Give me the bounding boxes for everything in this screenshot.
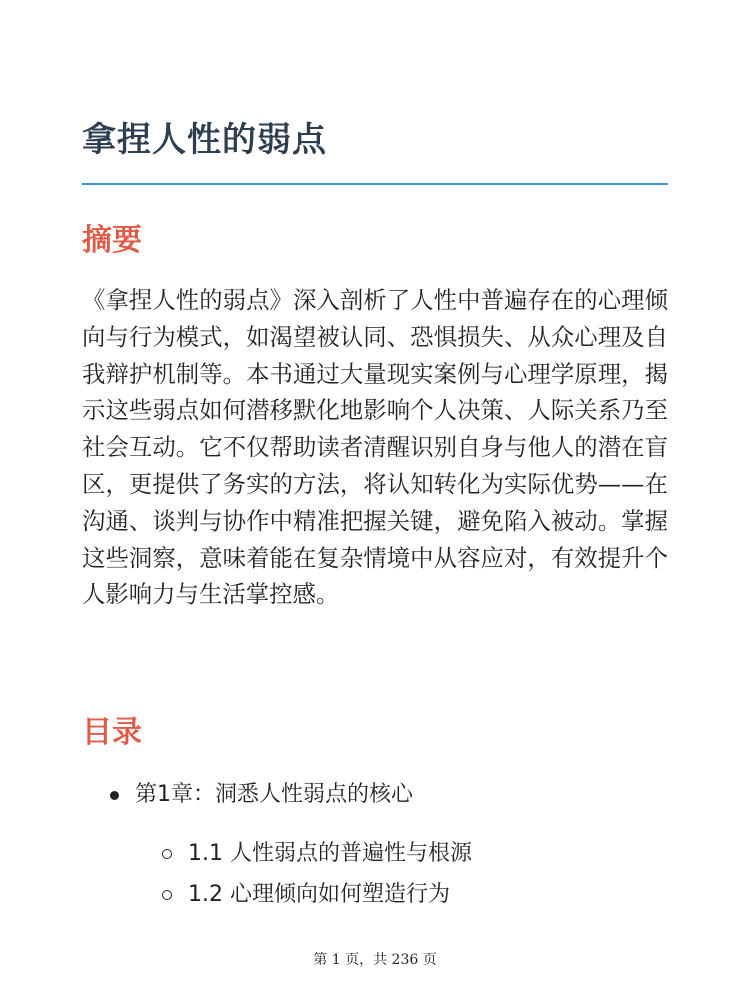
- toc-section-item[interactable]: [162, 878, 450, 912]
- toc-section-label: 1.2 心理倾向如何塑造行为: [188, 882, 450, 907]
- toc-chapter-item[interactable]: [110, 778, 413, 812]
- abstract-heading: 摘要: [82, 223, 142, 258]
- toc-section-item[interactable]: [162, 837, 472, 871]
- page-number-footer: 第 1 页，共 236 页: [313, 952, 437, 968]
- bullet-circle-icon: [162, 849, 172, 859]
- bullet-circle-icon: [162, 890, 172, 900]
- toc-chapter-label: 第1章：洞悉人性弱点的核心: [135, 782, 413, 807]
- document-title: 拿捏人性的弱点: [82, 120, 327, 160]
- abstract-paragraph: 《拿捏人性的弱点》深入剖析了人性中普遍存在的心理倾向与行为模式，如渴望被认同、恐惧损失、从众心理及自我辩护机制等。本书通过大量现实案例与心理学原理，揭示这些弱点如何潜移默化地影响个人决策、人际关系乃至社会互动。它不仅帮助读者清醒识别自身与他人的潜在盲区，更提供了务实的方法，将认知转化为实际优势——在沟通、谈判与协作中精准把握关键，避免陷入被动。掌握这些洞察，意味着能在复杂情境中从容应对，有效提升个人影响力与生活掌控感。: [82, 286, 668, 609]
- bullet-disc-icon: [110, 791, 119, 800]
- toc-section-label: 1.1 人性弱点的普遍性与根源: [188, 841, 472, 866]
- toc-heading: 目录: [82, 715, 142, 750]
- title-divider: [82, 183, 668, 185]
